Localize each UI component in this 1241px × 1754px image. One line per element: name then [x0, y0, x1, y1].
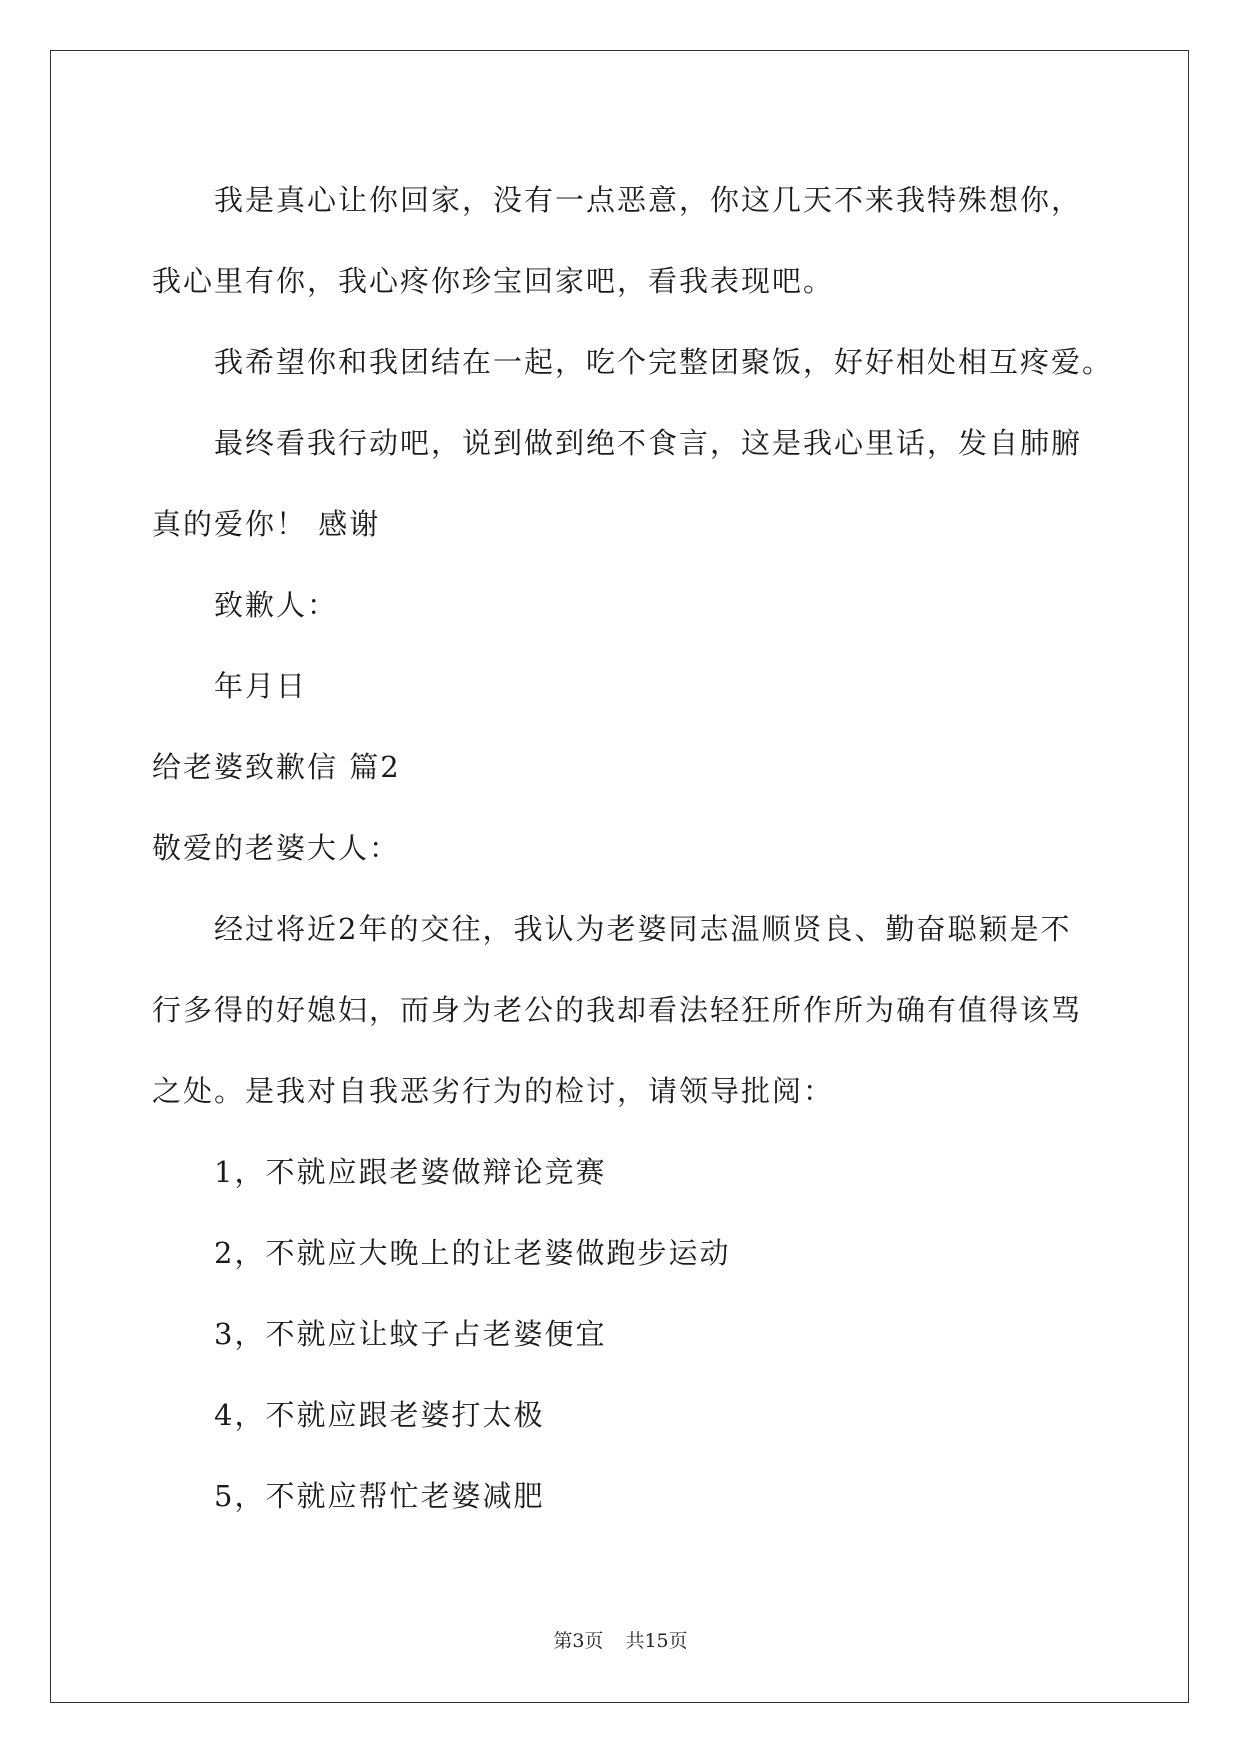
paragraph-line: 经过将近2年的交往，我认为老婆同志温顺贤良、勤奋聪颖是不: [214, 912, 1072, 946]
paragraph-line: 之处。是我对自我恶劣行为的检讨，请领导批阅：: [152, 1074, 835, 1108]
list-item: 1，不就应跟老婆做辩论竞赛: [214, 1155, 607, 1189]
page-footer: [0, 1626, 1241, 1653]
list-item: 5，不就应帮忙老婆减肥: [214, 1479, 545, 1513]
paragraph-line: 我是真心让你回家，没有一点恶意，你这几天不来我特殊想你，: [214, 183, 1083, 217]
paragraph-line: 最终看我行动吧，说到做到绝不食言，这是我心里话，发自肺腑: [214, 426, 1083, 460]
paragraph-line: 我希望你和我团结在一起，吃个完整团聚饭，好好相处相互疼爱。: [214, 345, 1114, 379]
salutation: 敬爱的老婆大人：: [152, 831, 401, 865]
section-title: 给老婆致歉信 篇2: [152, 750, 401, 784]
list-item: 4，不就应跟老婆打太极: [214, 1398, 545, 1432]
list-item: 2，不就应大晚上的让老婆做跑步运动: [214, 1236, 731, 1270]
paragraph-line: 真的爱你！ 感谢: [152, 507, 381, 541]
current-page-number: 第3页: [553, 1630, 604, 1652]
paragraph-line: 行多得的好媳妇，而身为老公的我却看法轻狂所作所为确有值得该骂: [152, 993, 1083, 1027]
date-line: 年月日: [214, 669, 308, 703]
total-pages: 共15页: [625, 1630, 688, 1652]
signature-label: 致歉人：: [214, 588, 339, 622]
list-item: 3，不就应让蚊子占老婆便宜: [214, 1317, 607, 1351]
paragraph-line: 我心里有你，我心疼你珍宝回家吧，看我表现吧。: [152, 264, 835, 298]
document-body: [152, 160, 1112, 1537]
